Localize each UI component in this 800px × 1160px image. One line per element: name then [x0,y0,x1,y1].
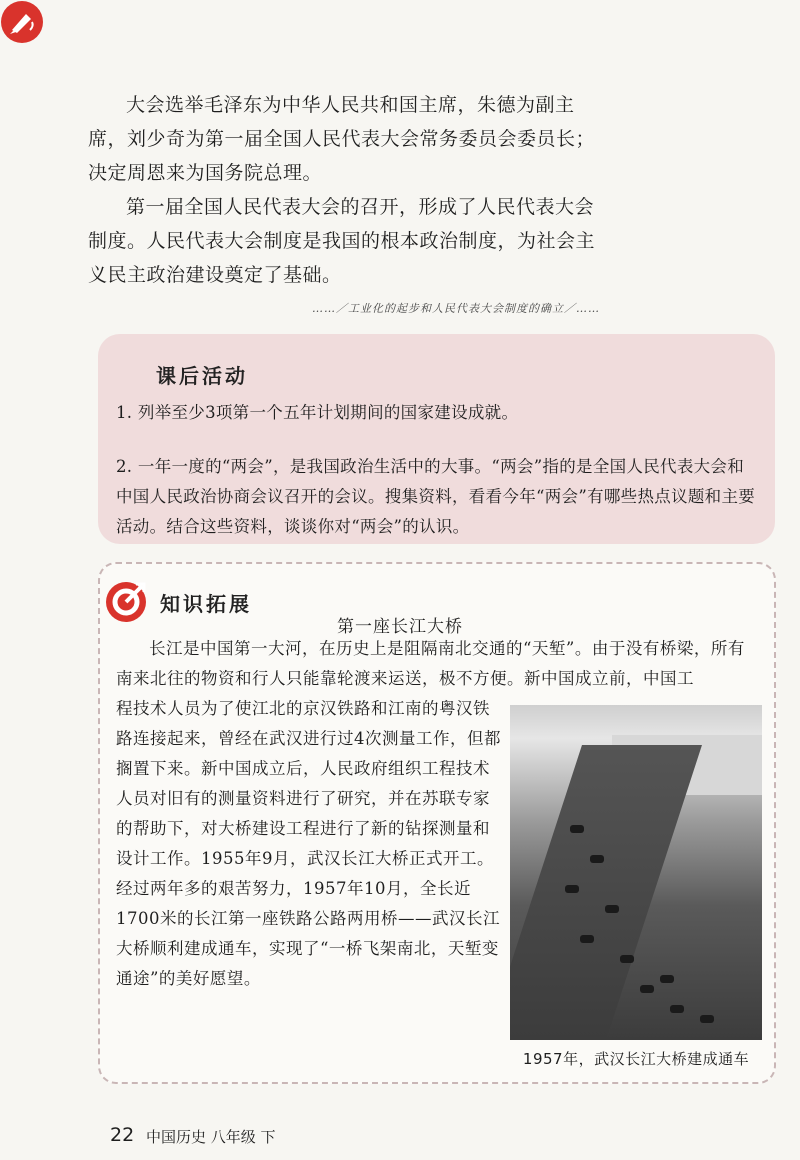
activity-pen-icon [0,0,800,48]
bridge-photo [510,705,762,1040]
extension-text-top: 长江是中国第一大河，在历史上是阻隔南北交通的“天堑”。由于没有桥梁，所有南来北往的物资和行人只能靠轮渡来运送，极不方便。新中国成立前，中国工 [116,639,745,688]
page-number: 22 [110,1124,135,1146]
body-paragraph-2: 第一届全国人民代表大会的召开，形成了人民代表大会制度。人民代表大会制度是我国的根本政治制度，为社会主义民主政治建设奠定了基础。 [88,196,596,286]
photo-caption: 1957年，武汉长江大桥建成通车 [522,1050,750,1068]
extension-subtitle: 第一座长江大桥 [337,617,463,637]
section-source-note: ……／工业化的起步和人民代表大会制度的确立／…… [312,302,600,315]
body-paragraph-1: 大会选举毛泽东为中华人民共和国主席，朱德为副主席，刘少奇为第一届全国人民代表大会常务委员会委员长；决定周恩来为国务院总理。 [88,94,596,184]
activity-title: 课后活动 [156,364,248,388]
extension-text-left: 程技术人员为了使江北的京汉铁路和江南的粤汉铁路连接起来，曾经在武汉进行过4次测量工作，但都搁置下来。新中国成立后，人民政府组织工程技术人员对旧有的测量资料进行了研究，并在苏联专家的帮助下，对大桥建设工程进行了新的钻探测量和设计工作。1955年9月，武汉长江大桥正式开工。经过两年多的艰苦努力，1957年10月，全长近1700米的长江第一座铁路公路两用桥——武汉长江大桥顺利建成通车，实现了“一桥飞架南北，天堑变通途”的美好愿望。 [116,699,501,988]
book-title: 中国历史 八年级 下 [146,1128,276,1146]
extension-title: 知识拓展 [160,592,252,616]
activity-item-1: 1. 列举至少3项第一个五年计划期间的国家建设成就。 [116,403,519,422]
activity-item-2: 2. 一年一度的“两会”，是我国政治生活中的大事。“两会”指的是全国人民代表大会和中国人民政治协商会议召开的会议。搜集资料，看看今年“两会”有哪些热点议题和主要活动。结合这些资料，谈谈你对“两会”的认识。 [116,457,756,536]
